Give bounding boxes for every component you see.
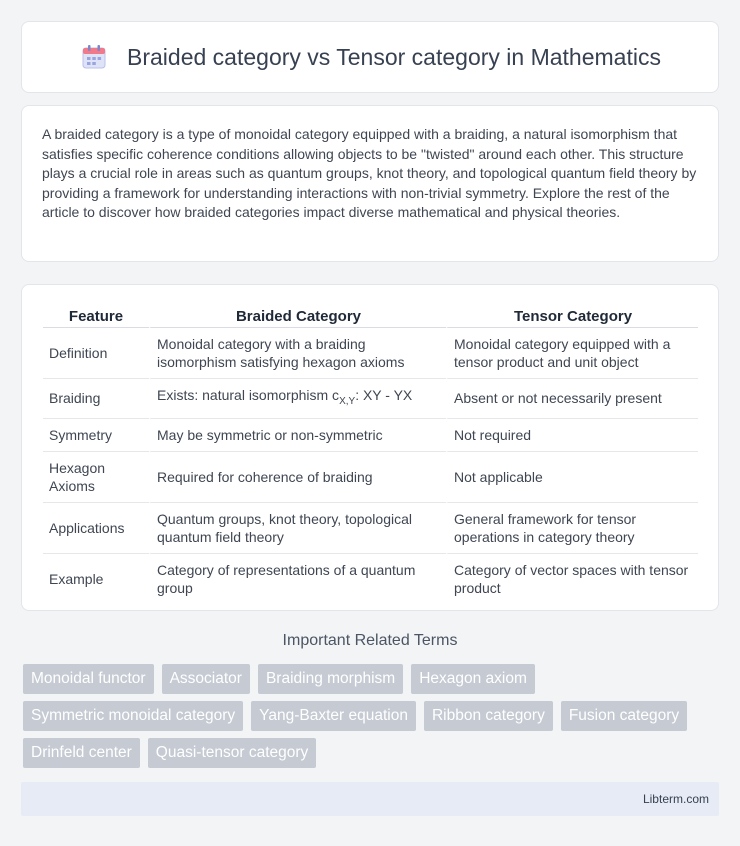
intro-paragraph: A braided category is a type of monoidal category equipped with a braiding, a natural isomorphism that satisfies specific coherence conditions allowing objects to be "twisted" around each other. This structure plays a crucial role in areas such as quantum groups, knot theory, and topological quantum field theory by providing a framework for understanding interactions with non-trivial symmetry. Explore the rest of the article to discover how braided categories impact diverse mathematical and physical theories. [42, 126, 697, 221]
tag-row [23, 664, 723, 694]
header-card [21, 21, 719, 93]
related-terms-title: Important Related Terms [282, 632, 458, 649]
cell-tensor: Not required [446, 419, 698, 452]
tag-associator[interactable]: Associator [162, 664, 250, 694]
braiding-text-prefix: Exists: natural isomorphism c [157, 387, 340, 403]
table-row [43, 554, 698, 604]
cell-feature: Symmetry [43, 419, 149, 452]
header-braided-category: Braided Category [149, 303, 446, 328]
braiding-subscript: X,Y [339, 395, 356, 407]
table-row [43, 503, 698, 554]
comparison-table-card [21, 284, 719, 611]
tag-quasi-tensor-category[interactable]: Quasi-tensor category [148, 738, 317, 768]
table-row [43, 328, 698, 379]
cell-braided: May be symmetric or non-symmetric [149, 419, 446, 452]
tag-symmetric-monoidal-category[interactable]: Symmetric monoidal category [23, 701, 243, 731]
tag-monoidal-functor[interactable]: Monoidal functor [23, 664, 154, 694]
tag-row [23, 701, 723, 731]
cell-braided: Monoidal category with a braiding isomorphism satisfying hexagon axioms [149, 328, 446, 379]
tag-yang-baxter-equation[interactable]: Yang-Baxter equation [251, 701, 416, 731]
cell-braided: Category of representations of a quantum group [149, 554, 446, 604]
header-feature: Feature [43, 303, 149, 328]
comparison-table [43, 303, 698, 604]
braiding-text-suffix: : XY - YX [355, 387, 413, 403]
calendar-icon [79, 42, 109, 72]
cell-feature: Hexagon Axioms [43, 452, 149, 503]
tag-fusion-category[interactable]: Fusion category [561, 701, 687, 731]
table-header-row [43, 303, 698, 328]
tag-row [23, 738, 723, 768]
cell-tensor: Not applicable [446, 452, 698, 503]
header-tensor-category: Tensor Category [446, 303, 698, 328]
footer-site-link[interactable]: Libterm.com [642, 792, 709, 806]
cell-tensor: Absent or not necessarily present [446, 379, 698, 419]
cell-braided: Quantum groups, knot theory, topological quantum field theory [149, 503, 446, 554]
table-row [43, 419, 698, 452]
cell-tensor: General framework for tensor operations in category theory [446, 503, 698, 554]
footer [21, 782, 719, 816]
cell-tensor: Monoidal category equipped with a tensor product and unit object [446, 328, 698, 379]
page-title: Braided category vs Tensor category in Mathematics [127, 43, 661, 70]
tag-ribbon-category[interactable]: Ribbon category [424, 701, 553, 731]
table-row [43, 452, 698, 503]
tag-braiding-morphism[interactable]: Braiding morphism [258, 664, 403, 694]
cell-feature: Braiding [43, 379, 149, 419]
cell-feature: Example [49, 570, 104, 587]
intro-card [21, 105, 719, 262]
tag-hexagon-axiom[interactable]: Hexagon axiom [411, 664, 535, 694]
related-terms-tags [23, 664, 723, 775]
cell-feature: Definition [43, 328, 149, 379]
table-row [43, 379, 698, 419]
cell-feature: Applications [43, 503, 149, 554]
tag-drinfeld-center[interactable]: Drinfeld center [23, 738, 140, 768]
cell-braided [149, 379, 446, 419]
cell-braided: Required for coherence of braiding [149, 452, 446, 503]
cell-tensor: Category of vector spaces with tensor product [446, 554, 698, 604]
